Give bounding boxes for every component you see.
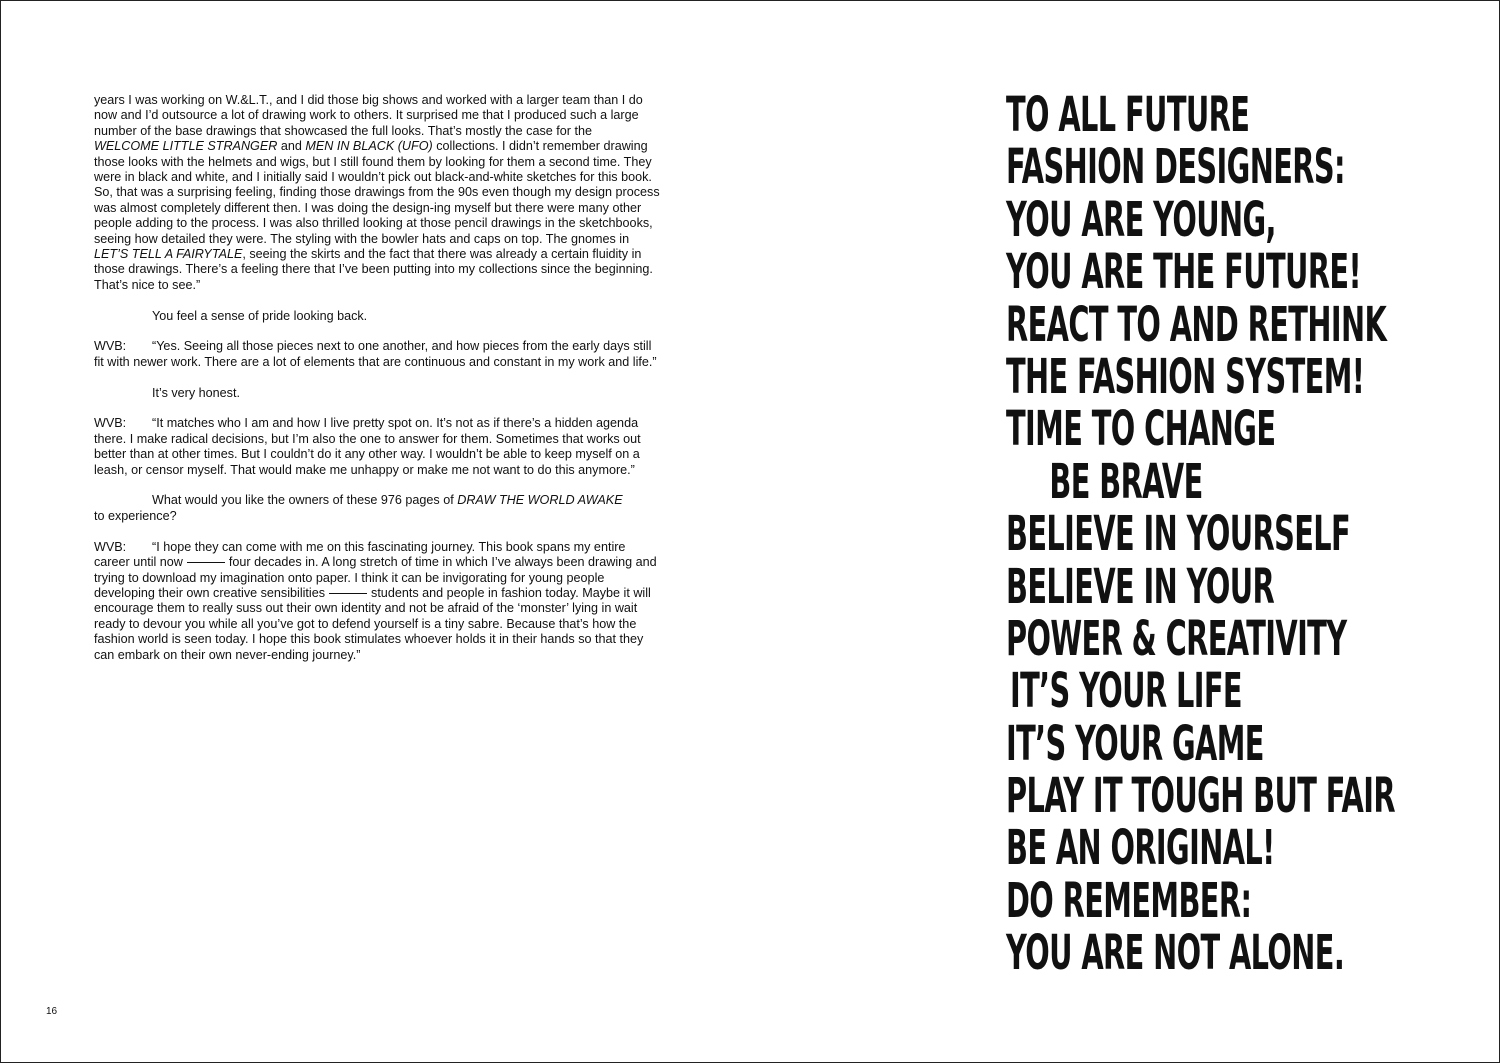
em-dash-rule bbox=[187, 562, 225, 563]
manifesto-line: BE AN ORIGINAL! bbox=[1006, 820, 1275, 877]
answer-text: “Yes. Seeing all those pieces next to one another, and how pieces from the early days still fit with newer work. There are a lot of elements that are continuous and constant in my work and life.” bbox=[94, 339, 657, 369]
em-dash-rule bbox=[329, 593, 367, 594]
intro-segment: collections. I didn’t remember drawing those looks with the helmets and wigs, but I still found them by looking for them a second time. They were in black and white, and I initially said I wouldn’t pick out black-and-white sketches for this book. So, that was a surprising feeling, finding those drawings from the 90s even though my design process was almost completely different then. I was doing the design-ing myself but there were many other people adding to the process. I was also thrilled looking at those pencil drawings in the sketchbooks, seeing how detailed they were. The styling with the bowler hats and caps on top. The gnomes in bbox=[94, 139, 660, 246]
interviewee-answer bbox=[94, 339, 660, 370]
right-page bbox=[750, 1, 1499, 1062]
manifesto-line: TO ALL FUTURE bbox=[1006, 87, 1250, 143]
manifesto-line: THE FASHION SYSTEM! bbox=[1006, 348, 1365, 405]
speaker-label: WVB: bbox=[94, 539, 127, 554]
book-title: DRAW THE WORLD AWAKE bbox=[457, 493, 623, 508]
manifesto-line: YOU ARE YOUNG, bbox=[1006, 191, 1276, 248]
answer-text: students and people in fashion today. Maybe it will encourage them to really suss out their own identity and not be afraid of the ‘monster’ lying in wait ready to devour you while all you’ve got to defend yourself is a tiny sabre. Because that’s how the fashion world is seen today. I hope this book stimulates whoever holds it in their hands so that they can embark on their own never-ending journey.” bbox=[94, 585, 651, 662]
interview-text bbox=[94, 93, 660, 678]
page-number: 16 bbox=[46, 1006, 58, 1017]
interviewee-answer bbox=[94, 416, 660, 478]
interviewer-question bbox=[94, 493, 660, 524]
speaker-label: WVB: bbox=[94, 416, 127, 431]
speaker-label: WVB: bbox=[94, 339, 127, 354]
interviewer-question: You feel a sense of pride looking back. bbox=[152, 308, 368, 323]
interviewee-answer bbox=[94, 540, 660, 663]
manifesto-line: PLAY IT TOUGH BUT FAIR bbox=[1006, 768, 1395, 825]
manifesto-line: BELIEVE IN YOURSELF bbox=[1006, 506, 1351, 563]
manifesto-line: BELIEVE IN YOUR bbox=[1006, 558, 1275, 615]
intro-segment: years I was working on W.&L.T., and I did those big shows and worked with a larger team than I do now and I’d outsource a lot of drawing work to others. It surprised me that I produced such a large number of the base drawings that showcased the full looks. That’s mostly the case for the bbox=[94, 93, 643, 138]
manifesto-line: YOU ARE THE FUTURE! bbox=[1006, 244, 1362, 301]
manifesto bbox=[926, 87, 1395, 982]
collection-title: MEN IN BLACK (UFO) bbox=[305, 139, 433, 154]
manifesto-line: DO REMEMBER: bbox=[1006, 872, 1252, 929]
left-page bbox=[1, 1, 750, 1062]
manifesto-line: IT’S YOUR LIFE bbox=[1010, 663, 1242, 720]
question-text: What would you like the owners of these 976 pages of bbox=[152, 493, 458, 508]
manifesto-line: YOU ARE NOT ALONE. bbox=[1006, 925, 1345, 982]
interviewer-question: It’s very honest. bbox=[152, 385, 240, 400]
question-line bbox=[94, 493, 660, 508]
collection-title: WELCOME LITTLE STRANGER bbox=[94, 139, 278, 154]
manifesto-line: REACT TO AND RETHINK bbox=[1006, 296, 1387, 353]
answer-text: four decades in. A long stretch of time in which I’ve always been drawing and trying to download my imagination onto paper. I think it can be invigorating for young people developing their own creative sensibilities bbox=[94, 555, 657, 600]
manifesto-line: BE BRAVE bbox=[1049, 453, 1203, 510]
collection-title: LET’S TELL A FAIRYTALE bbox=[94, 247, 243, 262]
manifesto-line: POWER & CREATIVITY bbox=[1006, 610, 1347, 667]
manifesto-line: IT’S YOUR GAME bbox=[1006, 715, 1264, 772]
manifesto-line: TIME TO CHANGE bbox=[1006, 401, 1276, 458]
intro-segment: , seeing the skirts and the fact that there was already a certain fluidity in those drawings. There’s a feeling there that I’ve been putting into my collections since the beginning. That’s nice to see.” bbox=[94, 247, 653, 292]
question-text: to experience? bbox=[94, 508, 177, 523]
answer-text: “It matches who I am and how I live pretty spot on. It’s not as if there’s a hidden agenda there. I make radical decisions, but I’m also the one to answer for them. Sometimes that works out better than at other times. But I couldn’t do it any other way. I wouldn’t be able to keep myself on a leash, or censor myself. That would make me unhappy or make me not want to do this anymore.” bbox=[94, 416, 641, 477]
intro-paragraph bbox=[94, 93, 660, 293]
answer-text: “I hope they can come with me on this fascinating journey. This book spans my entire career until now bbox=[94, 539, 626, 570]
intro-segment: and bbox=[277, 139, 306, 154]
manifesto-line: FASHION DESIGNERS: bbox=[1006, 139, 1345, 196]
